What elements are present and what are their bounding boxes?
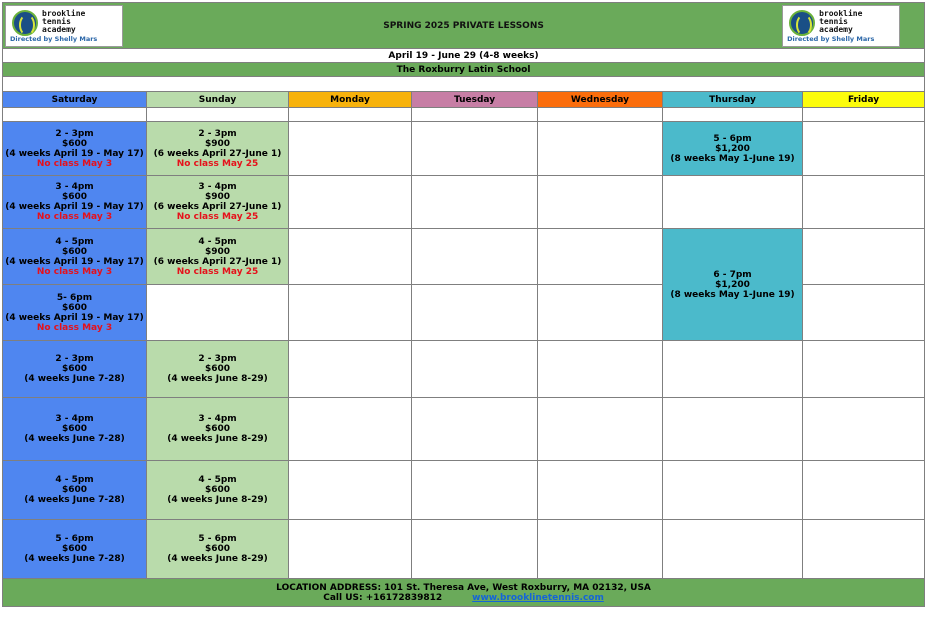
brookline-logo-right — [782, 5, 900, 47]
empty-cell — [663, 176, 803, 229]
day-header-saturday: Saturday — [3, 92, 147, 108]
empty-cell — [412, 520, 538, 579]
empty-cell — [412, 398, 538, 461]
empty-cell — [289, 176, 412, 229]
tennis-ball-icon — [12, 10, 38, 36]
empty-cell — [3, 108, 147, 122]
no-class-note: No class May 25 — [176, 212, 259, 222]
empty-cell — [412, 285, 538, 341]
lesson-slot: 5 - 6pm $600 (4 weeks June 8-29) — [147, 520, 289, 579]
empty-cell — [412, 122, 538, 176]
empty-cell — [663, 108, 803, 122]
no-class-note: No class May 3 — [36, 158, 113, 169]
logo-name: brookline tennis academy — [42, 9, 86, 34]
school-name: The Roxburry Latin School — [3, 63, 925, 77]
empty-cell — [663, 461, 803, 520]
lesson-slot: 6 - 7pm $1,200 (8 weeks May 1-June 19) — [663, 229, 803, 341]
logo-subtitle: Directed by Shelly Mars — [787, 35, 875, 43]
footer — [3, 579, 925, 607]
phone-number: Call US: +16172839812 — [323, 592, 443, 603]
day-header-wednesday: Wednesday — [538, 92, 663, 108]
lesson-slot: 2 - 3pm $900 (6 weeks April 27-June 1) No class May 25 — [147, 122, 289, 176]
lesson-slot: 4 - 5pm $600 (4 weeks April 19 - May 17) No class May 3 — [3, 229, 147, 285]
schedule-row — [3, 122, 925, 176]
schedule-row — [3, 176, 925, 229]
empty-cell — [803, 461, 925, 520]
schedule-row — [3, 341, 925, 398]
empty-cell — [803, 176, 925, 229]
empty-cell — [412, 461, 538, 520]
empty-cell — [412, 176, 538, 229]
no-class-note: No class May 3 — [36, 212, 113, 222]
schedule-row — [3, 520, 925, 579]
date-range: April 19 - June 29 (4-8 weeks) — [3, 49, 925, 63]
lesson-slot: 4 - 5pm $600 (4 weeks June 7-28) — [3, 461, 147, 520]
lesson-slot: 5 - 6pm $600 (4 weeks June 7-28) — [3, 520, 147, 579]
empty-cell — [538, 108, 663, 122]
empty-cell — [289, 341, 412, 398]
empty-cell — [803, 108, 925, 122]
day-header-thursday: Thursday — [663, 92, 803, 108]
empty-cell — [147, 285, 289, 341]
empty-cell — [538, 229, 663, 285]
empty-cell — [803, 341, 925, 398]
lesson-slot: 2 - 3pm $600 (4 weeks April 19 - May 17) No class May 3 — [3, 122, 147, 176]
empty-cell — [663, 341, 803, 398]
empty-cell — [289, 285, 412, 341]
empty-cell — [289, 108, 412, 122]
location-address: LOCATION ADDRESS: 101 St. Theresa Ave, West Roxburry, MA 02132, USA — [276, 582, 651, 593]
no-class-note: No class May 3 — [36, 266, 113, 277]
empty-cell — [412, 229, 538, 285]
lesson-slot: 5 - 6pm $1,200 (8 weeks May 1-June 19) — [663, 122, 803, 176]
day-header-friday: Friday — [803, 92, 925, 108]
empty-cell — [538, 341, 663, 398]
day-header-tuesday: Tuesday — [412, 92, 538, 108]
empty-cell — [803, 122, 925, 176]
empty-cell — [289, 398, 412, 461]
day-header-sunday: Sunday — [147, 92, 289, 108]
schedule-row — [3, 461, 925, 520]
lesson-slot: 2 - 3pm $600 (4 weeks June 8-29) — [147, 341, 289, 398]
title-banner — [3, 3, 925, 49]
day-header-monday: Monday — [289, 92, 412, 108]
empty-cell — [803, 398, 925, 461]
website-link[interactable]: www.brooklinetennis.com — [472, 592, 604, 603]
page-title: SPRING 2025 PRIVATE LESSONS — [383, 20, 544, 31]
tennis-ball-icon — [789, 10, 815, 36]
lesson-slot: 3 - 4pm $600 (4 weeks June 7-28) — [3, 398, 147, 461]
lesson-slot: 3 - 4pm $600 (4 weeks April 19 - May 17) No class May 3 — [3, 176, 147, 229]
lesson-slot: 5- 6pm $600 (4 weeks April 19 - May 17) No class May 3 — [3, 285, 147, 341]
lesson-slot: 3 - 4pm $600 (4 weeks June 8-29) — [147, 398, 289, 461]
schedule-row — [3, 229, 925, 285]
no-class-note: No class May 25 — [176, 158, 259, 169]
lesson-slot: 2 - 3pm $600 (4 weeks June 7-28) — [3, 341, 147, 398]
empty-cell — [147, 108, 289, 122]
empty-cell — [538, 122, 663, 176]
empty-cell — [289, 461, 412, 520]
empty-cell — [412, 108, 538, 122]
spacer-row — [3, 77, 925, 92]
brookline-logo — [5, 5, 123, 47]
lesson-slot: 3 - 4pm $900 (6 weeks April 27-June 1) No class May 25 — [147, 176, 289, 229]
empty-cell — [663, 520, 803, 579]
lesson-schedule-table — [2, 2, 925, 607]
empty-cell — [803, 229, 925, 285]
lesson-slot: 4 - 5pm $900 (6 weeks April 27-June 1) No class May 25 — [147, 229, 289, 285]
empty-cell — [289, 520, 412, 579]
logo-subtitle: Directed by Shelly Mars — [10, 35, 98, 43]
empty-cell — [538, 461, 663, 520]
empty-cell — [803, 285, 925, 341]
logo-name: brookline tennis academy — [819, 9, 863, 34]
empty-cell — [663, 398, 803, 461]
empty-cell — [538, 176, 663, 229]
empty-cell — [538, 398, 663, 461]
empty-cell — [289, 229, 412, 285]
lesson-slot: 4 - 5pm $600 (4 weeks June 8-29) — [147, 461, 289, 520]
empty-cell — [803, 520, 925, 579]
no-class-note: No class May 3 — [36, 322, 113, 333]
empty-cell — [412, 341, 538, 398]
empty-cell — [538, 285, 663, 341]
no-class-note: No class May 25 — [176, 266, 259, 277]
schedule-row — [3, 398, 925, 461]
empty-cell — [289, 122, 412, 176]
empty-cell — [538, 520, 663, 579]
